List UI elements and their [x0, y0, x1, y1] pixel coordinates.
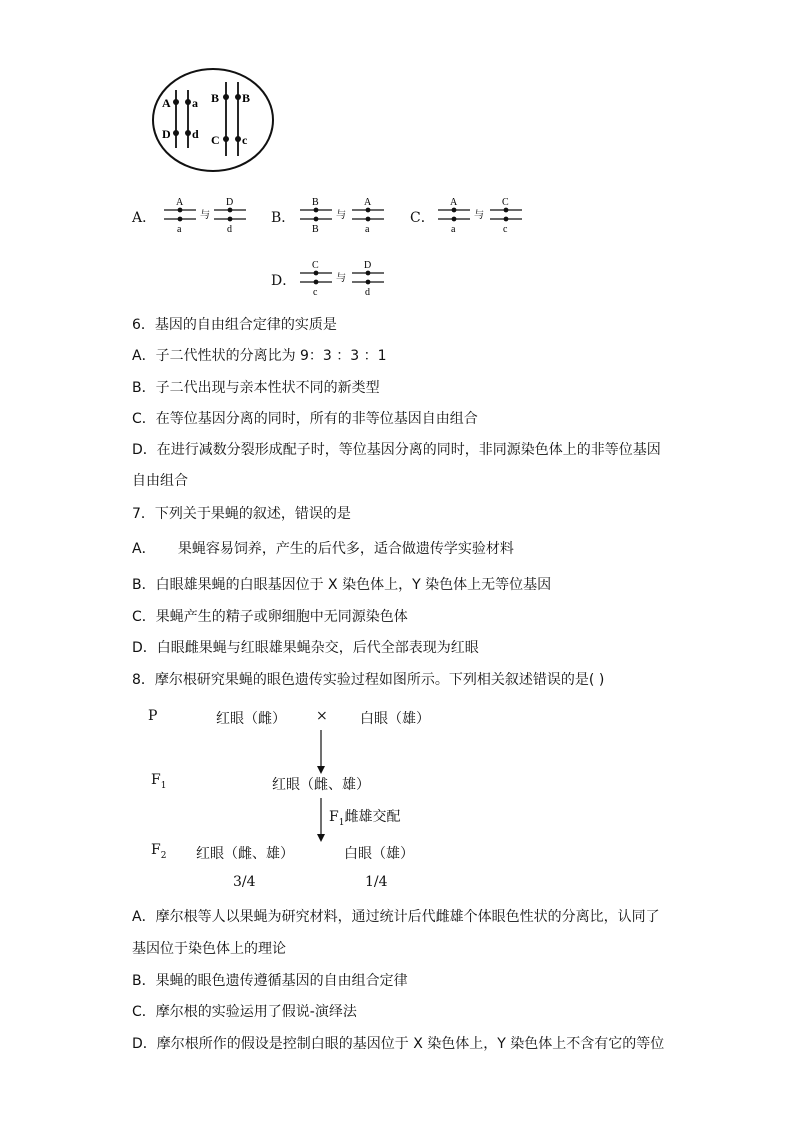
svg-text:与: 与	[336, 273, 346, 284]
gene-label: C	[211, 133, 220, 147]
arrow-down-icon	[314, 728, 328, 776]
question-8-option-d: D．摩尔根所作的假设是控制白眼的基因位于 X 染色体上，Y 染色体上不含有它的等位	[132, 1036, 665, 1052]
question-6-option-d-line2: 自由组合	[132, 473, 188, 489]
question-8-option-c: C．摩尔根的实验运用了假说-演绎法	[132, 1004, 357, 1020]
gene-label: d	[192, 127, 199, 141]
f2-red-eye-phenotype: 红眼（雌、雄）	[196, 846, 294, 862]
gene-locus	[185, 130, 191, 136]
gene-locus	[235, 94, 241, 100]
svg-text:d: d	[365, 287, 370, 298]
svg-text:与: 与	[336, 210, 346, 221]
cell-outline	[153, 69, 273, 171]
gene-label: c	[242, 133, 248, 147]
f1-phenotype: 红眼（雌、雄）	[272, 777, 370, 793]
gene-locus	[173, 130, 179, 136]
p-female-phenotype: 红眼（雌）	[216, 711, 286, 727]
question-8-option-a-line1: A．摩尔根等人以果蝇为研究材料，通过统计后代雌雄个体眼色性状的分离比，认同了	[132, 909, 660, 925]
question-8-option-b: B．果蝇的眼色遗传遵循基因的自由组合定律	[132, 973, 408, 989]
svg-text:与: 与	[474, 210, 484, 221]
p-generation-label: P	[148, 708, 158, 724]
option-letter: D．	[271, 273, 297, 289]
svg-text:C: C	[502, 197, 509, 208]
question-6-option-b: B．子二代出现与亲本性状不同的新类型	[132, 380, 380, 396]
question-7-option-d: D．白眼雌果蝇与红眼雄果蝇杂交，后代全部表现为红眼	[132, 640, 479, 656]
svg-text:D: D	[364, 260, 372, 271]
gene-locus	[223, 94, 229, 100]
question-6-option-d-line1: D．在进行减数分裂形成配子时，等位基因分离的同时，非同源染色体上的非等位基因	[132, 442, 661, 458]
option-letter: B．	[271, 210, 296, 226]
f1-mating-label: $F_1$雌雄交配	[329, 809, 401, 828]
svg-text:a: a	[451, 224, 456, 235]
svg-text:c: c	[313, 287, 318, 298]
svg-text:与: 与	[200, 210, 210, 221]
svg-text:A: A	[450, 197, 458, 208]
gene-label: B	[211, 91, 220, 105]
question-8-stem: 8．摩尔根研究果蝇的眼色遗传实验过程如图所示。下列相关叙述错误的是( )	[132, 672, 605, 688]
question-7-stem: 7．下列关于果蝇的叙述，错误的是	[132, 506, 351, 522]
question-7-option-c: C．果蝇产生的精子或卵细胞中无同源染色体	[132, 609, 408, 625]
gene-label: D	[162, 127, 171, 141]
svg-text:B: B	[312, 224, 319, 235]
gene-label: B	[242, 91, 251, 105]
cell-chromosome-figure	[150, 66, 280, 176]
gene-locus	[185, 99, 191, 105]
question-6-stem: 6．基因的自由组合定律的实质是	[132, 317, 337, 333]
gene-label: A	[162, 96, 171, 110]
svg-text:A: A	[364, 197, 372, 208]
chromosome-pair-figure	[160, 193, 250, 237]
question-6-option-a: A．子二代性状的分离比为 9：3 ：3 ：1	[132, 348, 387, 364]
svg-text:A: A	[176, 197, 184, 208]
f2-white-eye-ratio: 1/4	[365, 874, 388, 890]
cross-symbol: ×	[316, 708, 328, 724]
gene-label: a	[192, 96, 198, 110]
question-7-option-a: A． 果蝇容易饲养，产生的后代多，适合做遗传学实验材料	[132, 541, 514, 557]
svg-text:D: D	[226, 197, 234, 208]
question-6-option-c: C．在等位基因分离的同时，所有的非等位基因自由组合	[132, 411, 478, 427]
chromosome-pair-figure	[434, 193, 526, 237]
arrow-down-icon	[314, 796, 328, 844]
chromosome-pair-figure	[296, 193, 386, 237]
f2-generation-label: $F_2$	[151, 842, 167, 861]
gene-locus	[235, 136, 241, 142]
f2-white-eye-phenotype: 白眼（雄）	[344, 846, 414, 862]
gene-locus	[223, 136, 229, 142]
p-male-phenotype: 白眼（雄）	[360, 711, 430, 727]
svg-text:a: a	[177, 224, 182, 235]
svg-text:B: B	[312, 197, 319, 208]
svg-text:a: a	[365, 224, 370, 235]
svg-text:c: c	[503, 224, 508, 235]
chromosome-pair-figure	[296, 256, 386, 300]
option-letter: C．	[410, 210, 435, 226]
svg-text:d: d	[227, 224, 232, 235]
question-7-option-b: B．白眼雄果蝇的白眼基因位于 X 染色体上，Y 染色体上无等位基因	[132, 577, 552, 593]
gene-locus	[173, 99, 179, 105]
option-letter: A．	[132, 210, 157, 226]
svg-text:C: C	[312, 260, 319, 271]
f2-red-eye-ratio: 3/4	[233, 874, 256, 890]
f1-generation-label: $F_1$	[151, 772, 167, 791]
question-8-option-a-line2: 基因位于染色体上的理论	[132, 941, 286, 957]
